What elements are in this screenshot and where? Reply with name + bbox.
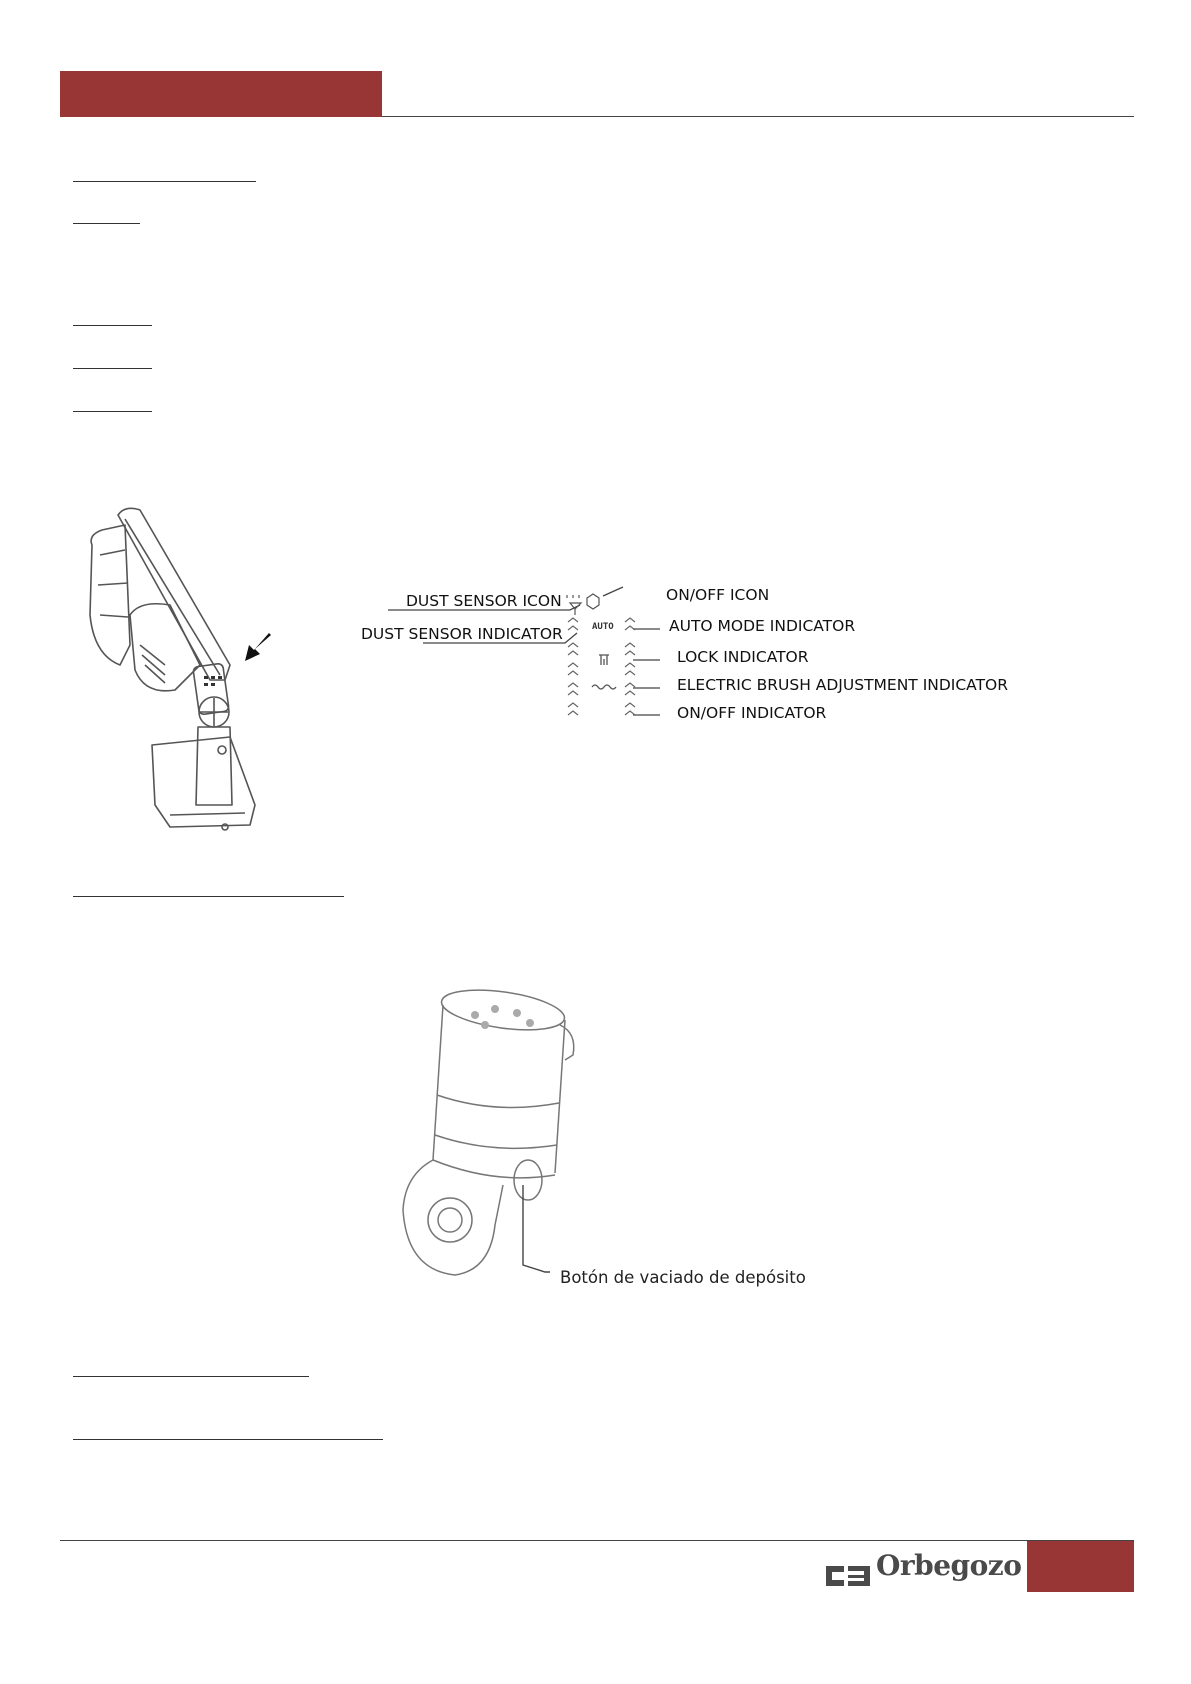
tank-empty-button-caption: Botón de vaciado de depósito (560, 1268, 806, 1287)
header-rule (382, 116, 1134, 117)
electric-brush-adjustment-indicator-label: ELECTRIC BRUSH ADJUSTMENT INDICATOR (677, 676, 1009, 694)
dust-tank-illustration (395, 985, 610, 1285)
lock-indicator-label: LOCK INDICATOR (677, 648, 809, 666)
footer-accent-box (1027, 1541, 1134, 1592)
step-heading-rule (73, 368, 152, 369)
vacuum-handle-illustration (80, 505, 290, 835)
arrow-pointer-icon (243, 631, 273, 665)
section-heading-rule (73, 896, 344, 897)
step-heading-rule (73, 325, 152, 326)
header-accent-bar (60, 71, 382, 117)
auto-mode-indicator-label: AUTO MODE INDICATOR (669, 617, 856, 635)
step-heading-rule (73, 223, 140, 224)
brand-logo-mark-icon (825, 1563, 871, 1589)
dust-sensor-icon-label: DUST SENSOR ICON (406, 592, 562, 610)
section-heading-rule (73, 1376, 309, 1377)
brand-logo: Orbegozo (876, 1549, 1022, 1582)
auto-mode-icon: AUTO (592, 622, 614, 632)
on-off-icon-label: ON/OFF ICON (666, 586, 770, 604)
section-heading-rule (73, 181, 256, 182)
step-heading-rule (73, 411, 152, 412)
dust-sensor-indicator-label: DUST SENSOR INDICATOR (361, 625, 563, 643)
on-off-indicator-label: ON/OFF INDICATOR (677, 704, 827, 722)
section-heading-rule (73, 1439, 383, 1440)
footer-rule (60, 1540, 1134, 1541)
